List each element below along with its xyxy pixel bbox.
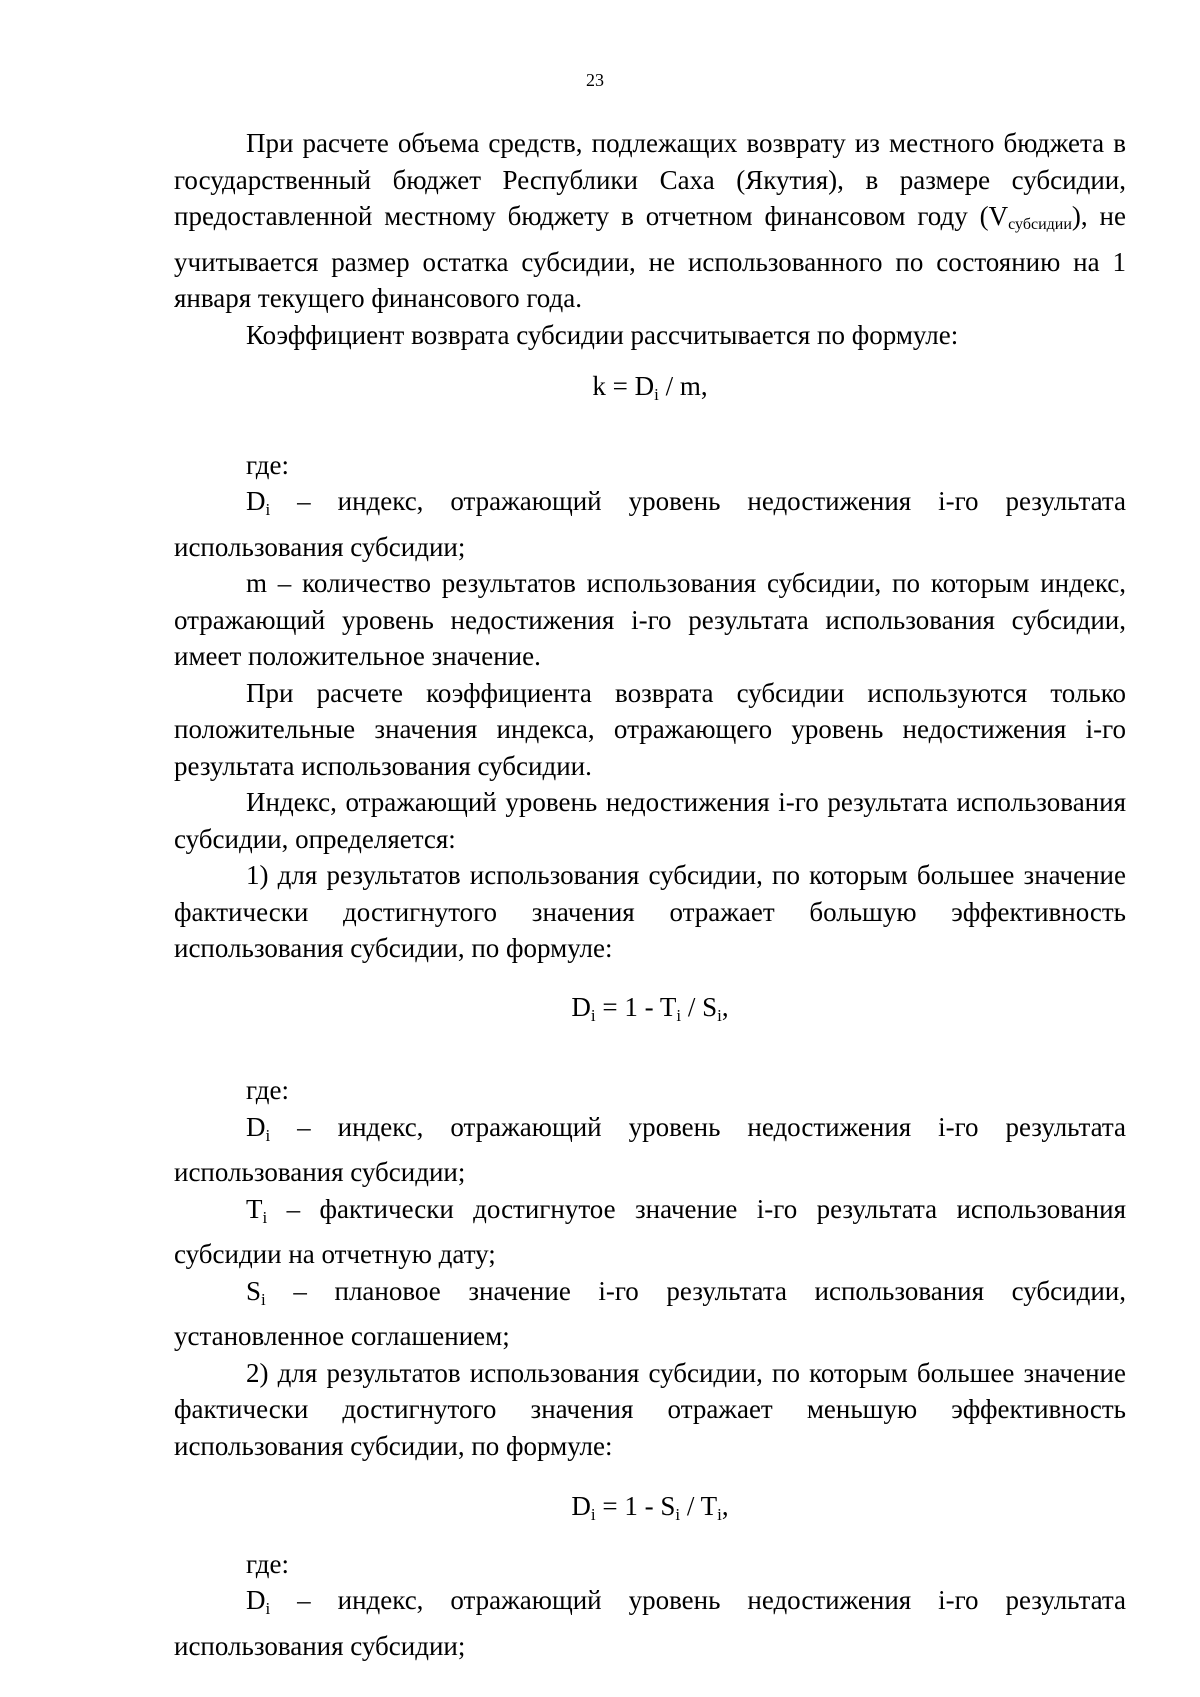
definition-m: m – количество результатов использования субсидии, по которым индекс, отражающий уровень недостижения i-го результата использования субсидии, имеет положительное значение. — [174, 568, 1126, 671]
definition-d — [174, 1109, 1126, 1191]
paragraph-coefficient-intro: Коэффициент возврата субсидии рассчитывается по формуле: — [246, 319, 959, 350]
formula-subscript: i — [676, 1005, 682, 1025]
paragraph-positive-values: При расчете коэффициента возврата субсидии используются только положительные значения индекса, отражающего уровень недостижения i-го результата использования субсидии. — [174, 677, 1126, 781]
paragraph-refund-volume — [174, 125, 1126, 317]
definition-d — [174, 483, 1126, 565]
definition-symbol: D — [246, 486, 266, 516]
formula-text: / T — [680, 1491, 718, 1521]
formula-text: k = D — [592, 371, 655, 401]
list-item-2: 2) для результатов использования субсидии, по которым большее значение фактически достигнутого значения отражает меньшую эффективность использования субсидии, по формуле: — [174, 1357, 1126, 1461]
where-label: где: — [246, 449, 289, 480]
definition-t — [174, 1191, 1126, 1273]
definition-symbol: D — [246, 1585, 266, 1615]
definition-symbol: D — [246, 1111, 266, 1142]
formula-subscript: i — [717, 1505, 722, 1524]
subscript-subsidy: субсидии — [1008, 216, 1072, 233]
formula-subscript: i — [717, 1005, 722, 1025]
formula-text: / S — [681, 991, 718, 1022]
definition-subscript: i — [265, 500, 271, 519]
definition-d — [174, 1582, 1126, 1664]
where-label: где: — [246, 1075, 289, 1105]
paragraph-index-definition: Индекс, отражающий уровень недостижения i-го результата использования субсидии, определяется: — [174, 787, 1126, 854]
definition-text: – индекс, отражающий уровень недостижения i-го результата использования субсидии; — [174, 486, 1126, 562]
formula-text: D — [571, 991, 591, 1022]
definition-text: – плановое значение i-го результата использования субсидии, установленное соглашением; — [174, 1275, 1126, 1351]
definition-subscript: i — [262, 1207, 268, 1227]
definition-text: – фактически достигнутое значение i-го результата использования субсидии на отчетную дату; — [174, 1193, 1126, 1269]
formula-subscript: i — [590, 1505, 596, 1524]
formula-text: , — [721, 1491, 729, 1521]
paragraph-text: При расчете объема средств, подлежащих возврату из местного бюджета в государственный бюджет Республики Саха (Якутия), в размере субсидии, предоставленной местному бюджету в отчетном финансовом году (V — [174, 128, 1126, 231]
paragraph-text: ), не учитывается размер остатка субсидии, не использованного по состоянию на 1 января текущего финансового года. — [174, 201, 1126, 313]
definition-text: – индекс, отражающий уровень недостижения i-го результата использования субсидии; — [174, 1111, 1126, 1187]
formula-text: = 1 - T — [595, 991, 677, 1022]
definition-symbol: T — [246, 1193, 263, 1224]
formula-subscript: i — [590, 1005, 596, 1025]
definition-symbol: S — [246, 1275, 262, 1306]
definition-subscript: i — [265, 1125, 271, 1145]
formula-text: = 1 - S — [595, 1491, 676, 1521]
formula-text: , — [721, 991, 729, 1022]
definition-subscript: i — [265, 1599, 271, 1618]
definition-text: – индекс, отражающий уровень недостижения i-го результата использования субсидии; — [174, 1585, 1126, 1661]
formula-text: D — [571, 1491, 591, 1521]
definition-subscript: i — [261, 1289, 266, 1309]
formula-d-1 — [174, 989, 1126, 1035]
formula-subscript: i — [654, 385, 659, 404]
formula-d-2 — [174, 1488, 1126, 1534]
definition-s — [174, 1273, 1126, 1355]
formula-text: / m, — [658, 371, 708, 401]
document-body — [174, 125, 1126, 1664]
page-number: 23 — [586, 70, 604, 90]
formula-k — [174, 368, 1126, 414]
formula-subscript: i — [675, 1505, 681, 1524]
list-item-1: 1) для результатов использования субсидии, по которым большее значение фактически достигнутого значения отражает большую эффективность использования субсидии, по формуле: — [174, 860, 1126, 963]
where-label: где: — [246, 1548, 289, 1579]
